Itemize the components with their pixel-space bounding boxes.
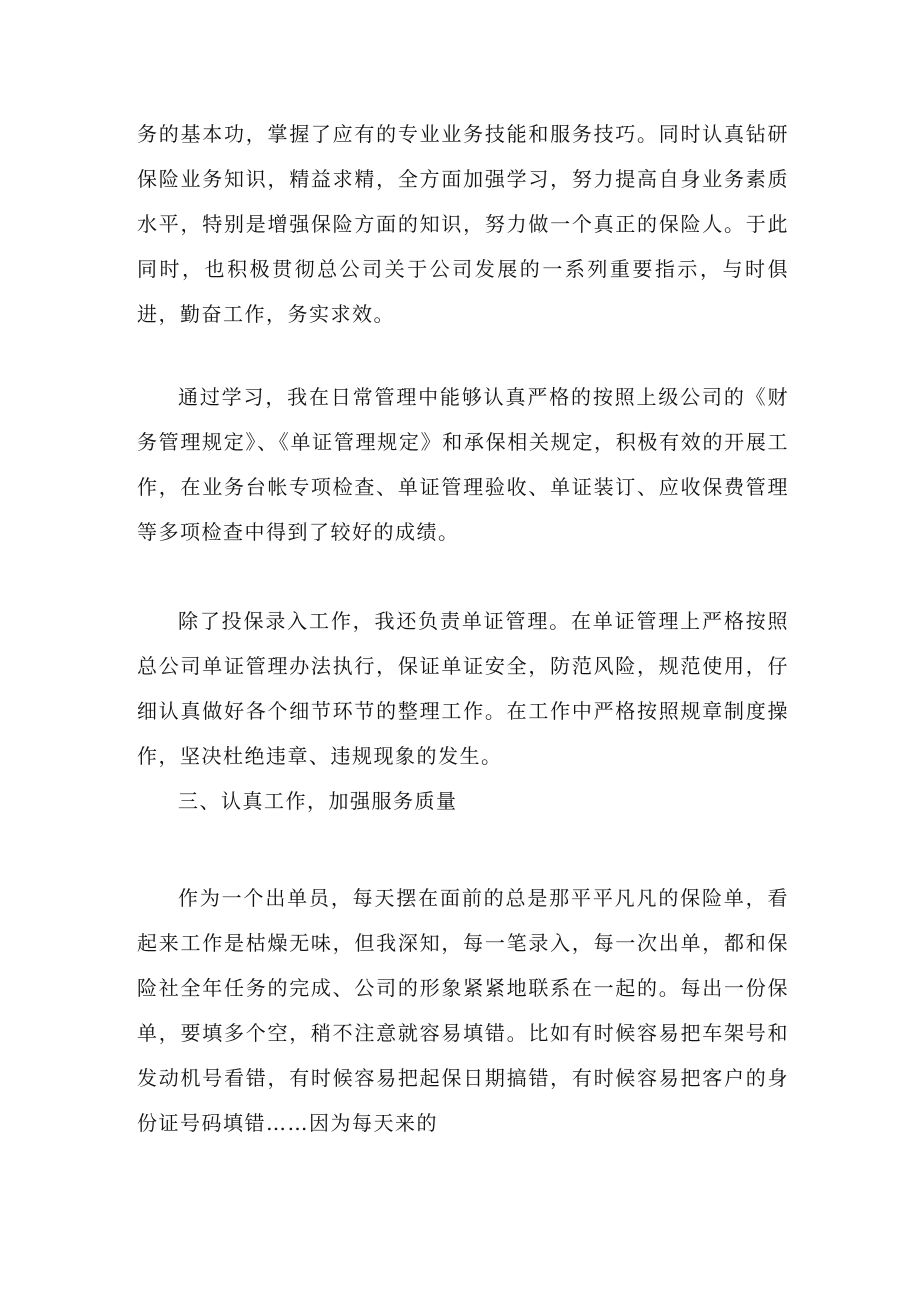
paragraph-service-quality: 作为一个出单员，每天摆在面前的总是那平平凡凡的保险单，看起来工作是枯燥无味，但我深知，每一笔录入，每一次出单，都和保险社全年任务的完成、公司的形象紧紧地联系在一起的。每出一份保单，要填多个空，稍不注意就容易填错。比如有时候容易把车架号和发动机号看错，有时候容易把起保日期搞错，有时候容易把客户的身份证号码填错……因为每天来的 [137,886,789,1135]
paragraph-document-management: 除了投保录入工作，我还负责单证管理。在单证管理上严格按照总公司单证管理办法执行，保证单证安全，防范风险，规范使用，仔细认真做好各个细节环节的整理工作。在工作中严格按照规章制度操作，坚决杜绝违章、违规现象的发生。 [137,609,789,768]
document-body [137,112,789,1146]
paragraph-continuation: 务的基本功，掌握了应有的专业业务技能和服务技巧。同时认真钻研保险业务知识，精益求精，全方面加强学习，努力提高自身业务素质水平，特别是增强保险方面的知识，努力做一个真正的保险人。于此同时，也积极贯彻总公司关于公司发展的一系列重要指示，与时俱进，勤奋工作，务实求效。 [137,122,789,326]
section-heading: 三、认真工作，加强服务质量 [178,789,458,813]
paragraph-study-results: 通过学习，我在日常管理中能够认真严格的按照上级公司的《财务管理规定》、《单证管理规定》和承保相关规定，积极有效的开展工作，在业务台帐专项检查、单证管理验收、单证装订、应收保费管理等多项检查中得到了较好的成绩。 [137,385,789,544]
